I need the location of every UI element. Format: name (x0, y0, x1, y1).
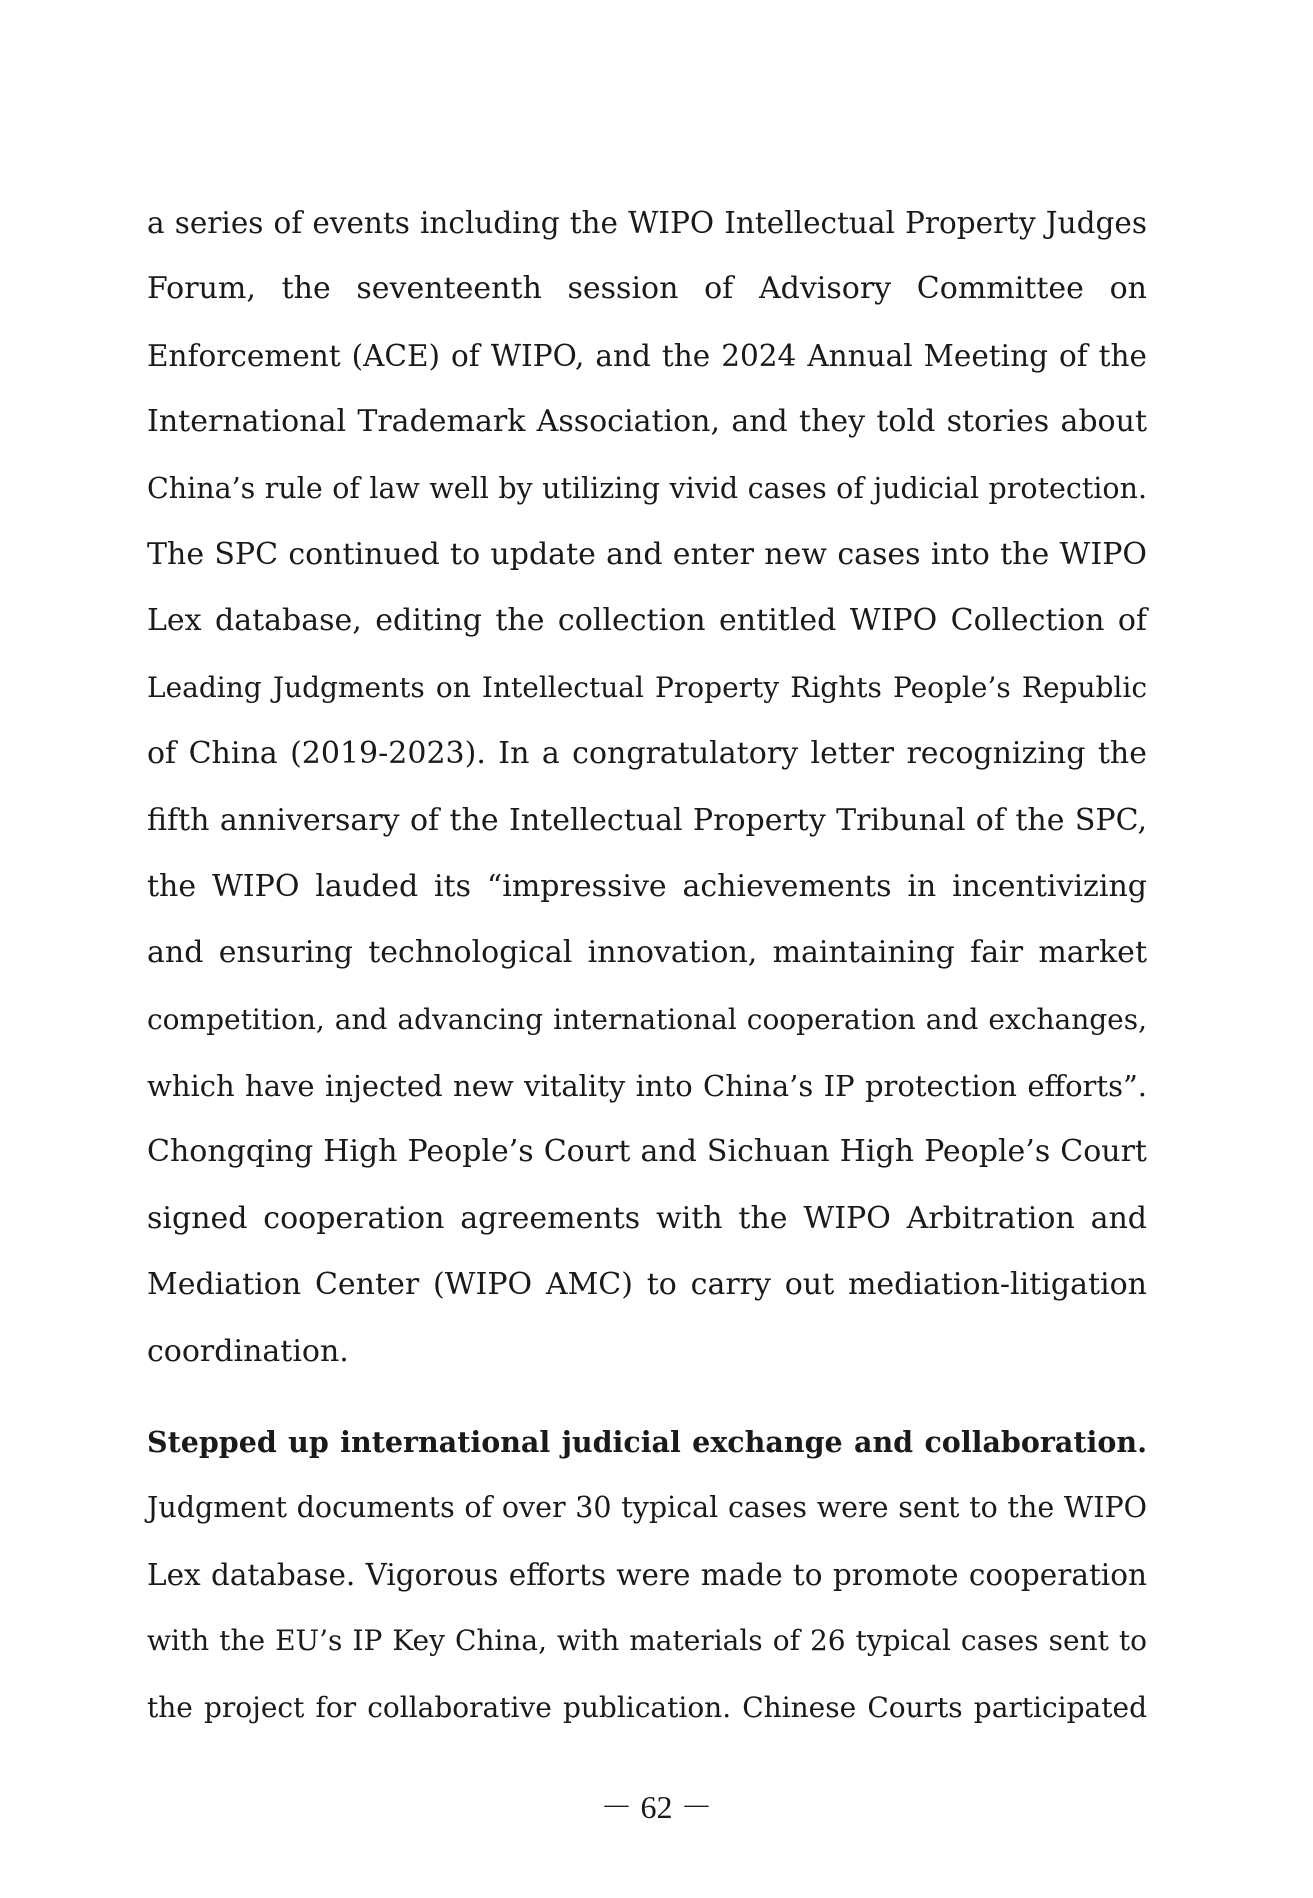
text-line: a series of events including the WIPO Intellectual Property Judges (147, 206, 1147, 240)
paragraph-2 (147, 1409, 1147, 1741)
text-line: signed cooperation agreements with the WIPO Arbitration and (147, 1200, 1147, 1236)
text-line: Lex database. Vigorous efforts were made to promote cooperation (147, 1557, 1147, 1592)
text-line: with the EU’s IP Key China, with materials of 26 typical cases sent to (147, 1624, 1147, 1658)
paragraph-gap (147, 1385, 1147, 1409)
text-line: competition, and advancing international cooperation and exchanges, (147, 1002, 1147, 1036)
text-line: The SPC continued to update and enter new cases into the WIPO (147, 536, 1147, 572)
text-line: and ensuring technological innovation, maintaining fair market (147, 935, 1147, 971)
text-line: Mediation Center (WIPO AMC) to carry out mediation-litigation (147, 1267, 1147, 1303)
section-heading: Stepped up international judicial exchange and collaboration. (147, 1425, 1147, 1460)
text-line: Forum, the seventeenth session of Advisory Committee on (147, 271, 1147, 307)
text-line: the WIPO lauded its “impressive achievements in incentivizing (147, 868, 1147, 904)
text-line: of China (2019-2023). In a congratulatory letter recognizing the (147, 736, 1147, 772)
text-line: Lex database, editing the collection entitled WIPO Collection of (147, 603, 1147, 639)
text-line: the project for collaborative publication. Chinese Courts participated (147, 1690, 1147, 1724)
text-line: Leading Judgments on Intellectual Property Rights People’s Republic (147, 670, 1147, 704)
page-number: － 62 － (600, 1789, 713, 1825)
paragraph-1 (147, 190, 1147, 1385)
body-text (147, 190, 1147, 1741)
text-line: fifth anniversary of the Intellectual Property Tribunal of the SPC, (147, 802, 1147, 838)
text-line: China’s rule of law well by utilizing vivid cases of judicial protection. (147, 471, 1147, 505)
text-line: Chongqing High People’s Court and Sichuan High People’s Court (147, 1134, 1147, 1170)
text-line: International Trademark Association, and they told stories about (147, 404, 1147, 440)
text-line: which have injected new vitality into China’s IP protection efforts”. (147, 1069, 1147, 1104)
text-line: Judgment documents of over 30 typical cases were sent to the WIPO (147, 1491, 1147, 1525)
text-line: Enforcement (ACE) of WIPO, and the 2024 Annual Meeting of the (147, 338, 1147, 373)
text-line: coordination. (147, 1333, 349, 1369)
